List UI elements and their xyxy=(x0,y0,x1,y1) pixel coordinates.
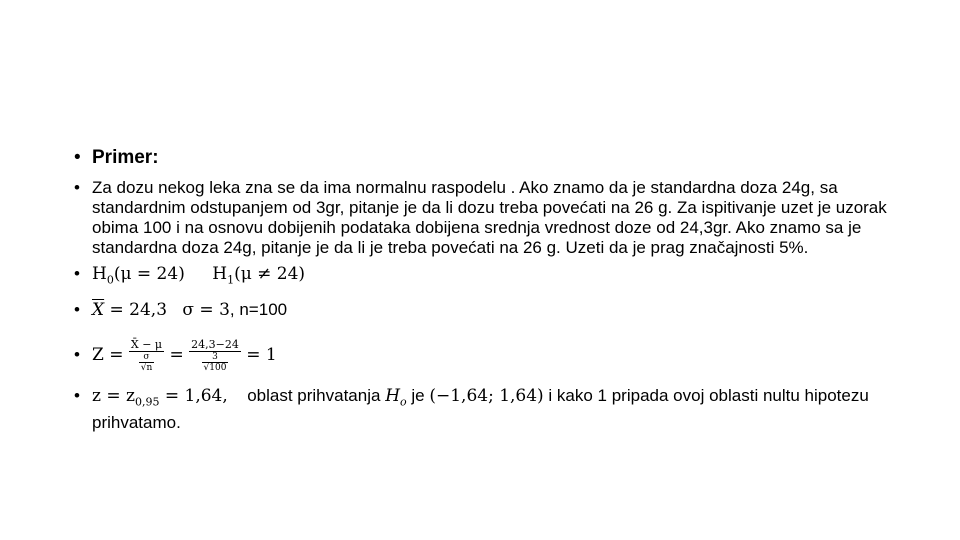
bullet-dot: • xyxy=(74,345,80,365)
sample-size: , n=100 xyxy=(229,300,288,320)
critical-value: $z = z_{0,95} = 1,64$, xyxy=(92,386,228,409)
bullet-dot: • xyxy=(74,147,81,168)
sigma-value: σ = 3 xyxy=(182,300,230,321)
sample-mean: $\overline{X} = 24,3$ xyxy=(92,300,168,321)
je-word: je xyxy=(411,386,425,406)
null-hypothesis: $H_0(\mu = 24)$ xyxy=(92,264,185,287)
z-fraction-numeric: $\frac{24,3-24}{\frac{3}{√100}}$ xyxy=(191,337,239,373)
bullet-dot: • xyxy=(74,264,80,283)
conclusion-text: i kako 1 pripada ovoj oblasti nultu hipotezu prihvatamo. xyxy=(92,386,869,432)
bullet-dot: • xyxy=(74,178,80,197)
slide-title: Primer: xyxy=(92,147,159,168)
acceptance-interval: (−1,64; 1,64) xyxy=(429,386,544,407)
alternative-hypothesis: $H_1(\mu \ne 24)$ xyxy=(212,264,306,287)
sample-stats-item xyxy=(74,300,894,320)
acceptance-region-label: oblast prihvatanja xyxy=(247,386,381,406)
z-formula: Z = $\frac{X̄ - \mu}{\frac{\sigma}{√n}}$ = $\frac{24,3-24}{\frac{3}{√100}}$ = 1 xyxy=(92,337,277,373)
z-formula-item xyxy=(74,332,894,378)
conclusion-item xyxy=(74,386,894,432)
problem-paragraph-item xyxy=(74,178,894,258)
hypotheses-item xyxy=(74,264,894,290)
bullet-dot: • xyxy=(74,386,80,406)
h0-symbol: $H_o$ xyxy=(385,386,407,409)
title-item xyxy=(74,146,894,170)
z-fraction-symbolic: $\frac{X̄ - \mu}{\frac{\sigma}{√n}}$ xyxy=(130,337,163,373)
problem-paragraph: Za dozu nekog leka zna se da ima normalnu raspodelu . Ako znamo da je standardna doza 24g, sa standardnim odstupanjem od 3gr, pitanje je da li dozu treba povećati na 26 g. Za ispitivanje uzet je uzorak obima 100 i na osnovu dobijenih podataka dobijena srednja vrednost doze od 24,3gr. Ako znamo sa je standardna doza 24g, pitanje je da li je treba povećati na 26 g. Uzeti da je prag značajnosti 5%. xyxy=(92,178,887,257)
bullet-list xyxy=(74,146,894,433)
bullet-dot: • xyxy=(74,300,80,320)
